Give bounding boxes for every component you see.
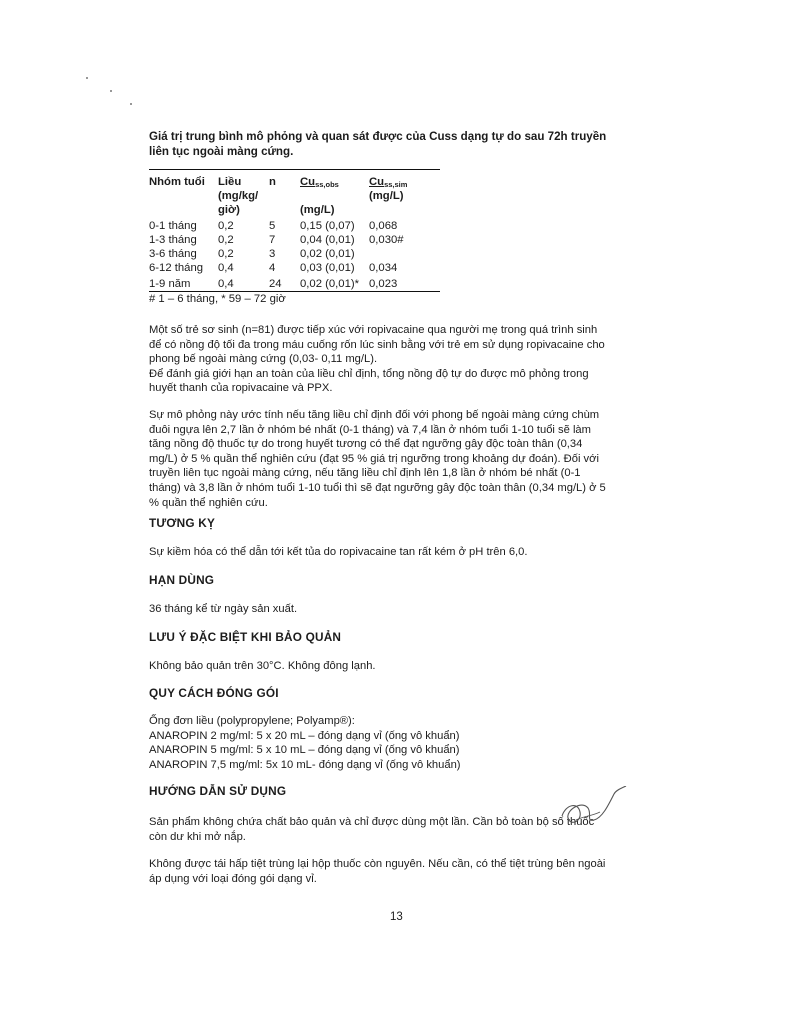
row-n: 5 xyxy=(269,220,276,232)
table-top-rule xyxy=(149,169,440,170)
header-dose-unit: (mg/kg/ xyxy=(218,190,259,202)
text-instructions-2 xyxy=(149,857,669,886)
row-dose: 0,2 xyxy=(218,248,234,260)
text-line: Ống đơn liều (polypropylene; Polyamp®): xyxy=(149,715,355,727)
header-cuss-obs: $Cu_{ss,obs}$ xyxy=(300,176,339,189)
text-line: ANAROPIN 2 mg/ml: 5 x 20 mL – đóng dạng vỉ (ống vô khuẩn) xyxy=(149,729,460,742)
text-shelf-life: 36 tháng kể từ ngày sản xuất. xyxy=(149,603,298,615)
text-line: Không được tái hấp tiệt trùng lại hộp thuốc còn nguyên. Nếu cần, có thể tiệt trùng bên ngoài xyxy=(149,858,606,870)
text-line: Để đánh giá giới hạn an toàn của liều chỉ định, tổng nồng độ tự do được mô phỏng trong xyxy=(149,367,589,380)
scan-speck xyxy=(110,90,112,92)
text-line: còn dư khi mở nắp. xyxy=(149,830,246,843)
table-title-line: liên tục ngoài màng cứng. xyxy=(149,145,294,158)
text-line: truyền liên tục ngoài màng cứng, nếu tăng liều chỉ định lên 1,8 lần ở nhóm bé nhất (0-1 xyxy=(149,467,581,480)
heading-instructions: HƯỚNG DẪN SỬ DỤNG xyxy=(149,784,287,798)
row-n: 4 xyxy=(269,262,276,274)
row-cuss-obs: 0,15 (0,07) xyxy=(300,220,355,232)
text-line: Một số trẻ sơ sinh (n=81) được tiếp xúc với ropivacaine qua người mẹ trong quá trình sinh xyxy=(149,324,598,336)
heading-storage: LƯU Ý ĐẶC BIỆT KHI BẢO QUẢN xyxy=(149,630,342,644)
text-line: huyết thanh của ropivacaine và PPX. xyxy=(149,382,333,395)
paragraph-infants xyxy=(149,323,669,396)
row-n: 7 xyxy=(269,234,276,246)
scan-speck xyxy=(86,77,88,79)
row-cuss-obs: 0,02 (0,01) xyxy=(300,248,355,260)
row-cuss-sim: 0,023 xyxy=(369,278,398,290)
text-line: tháng) và 3,8 lần ở nhóm tuổi 1-10 tuổi thì sẽ đạt ngưỡng gây độc toàn thân (0,34 mg/L) ở 5 xyxy=(149,481,606,494)
row-dose: 0,2 xyxy=(218,234,234,246)
scan-speck xyxy=(130,103,132,105)
page-number: 13 xyxy=(390,911,403,923)
table-title-line: Giá trị trung bình mô phỏng và quan sát được của Cuss dạng tự do sau 72h truyền xyxy=(149,130,607,143)
row-group: 3-6 tháng xyxy=(149,248,197,260)
header-cuss-sim-unit: (mg/L) xyxy=(369,190,404,202)
row-group: 1-9 năm xyxy=(149,278,191,290)
text-storage: Không bảo quản trên 30°C. Không đông lạnh. xyxy=(149,660,376,672)
table-title xyxy=(149,129,669,159)
text-line: tăng nồng độ thuốc tự do trong huyết tương có thể đạt ngưỡng gây độc toàn thân (0,34 xyxy=(149,438,583,451)
text-line: đuôi ngựa lên 2,7 lần ở nhóm bé nhất (0-1 tháng) và 7,4 lần ở nhóm tuổi 1-10 tuổi sẽ làm xyxy=(149,423,591,436)
heading-incompatibilities: TƯƠNG KỴ xyxy=(149,516,216,530)
paragraph-simulation xyxy=(149,408,669,510)
header-group: Nhóm tuổi xyxy=(149,176,205,188)
header-cuss-obs-unit: (mg/L) xyxy=(300,204,335,216)
text-line: ANAROPIN 7,5 mg/ml: 5x 10 mL- đóng dạng vỉ (ống vô khuẩn) xyxy=(149,758,461,771)
row-cuss-obs: 0,03 (0,01) xyxy=(300,262,355,274)
text-line: Sản phẩm không chứa chất bảo quản và chỉ được dùng một lần. Cần bỏ toàn bộ số thuốc xyxy=(149,816,595,828)
text-line: Sự mô phỏng này ước tính nếu tăng liều chỉ định đối với phong bế ngoài màng cứng chùm xyxy=(149,409,600,421)
row-n: 3 xyxy=(269,248,276,260)
text-line: % quần thể nghiên cứu. xyxy=(149,496,268,509)
table-footnote: # 1 – 6 tháng, * 59 – 72 giờ xyxy=(149,293,286,305)
heading-shelf-life: HẠN DÙNG xyxy=(149,573,215,587)
row-cuss-obs: 0,04 (0,01) xyxy=(300,234,355,246)
text-line: mg/L) ở 5 % quần thể nghiên cứu (đạt 95 % giá trị ngưỡng trong khoảng dự đoán). Đối với xyxy=(149,452,599,465)
text-line: để có nồng độ tối đa trong máu cuống rốn lúc sinh bằng với trẻ em sử dụng ropivacaine cho xyxy=(149,338,605,351)
header-cuss-sim: $Cu_{ss,sim}$ xyxy=(369,176,408,189)
row-cuss-sim: 0,068 xyxy=(369,220,398,232)
text-line: phong bế ngoài màng cứng (0,03- 0,11 mg/L). xyxy=(149,353,378,366)
row-group: 6-12 tháng xyxy=(149,262,204,274)
row-cuss-obs: 0,02 (0,01)* xyxy=(300,278,360,290)
row-dose: 0,2 xyxy=(218,220,234,232)
signature-mark xyxy=(556,786,636,836)
row-dose: 0,4 xyxy=(218,278,234,290)
row-cuss-sim: 0,030# xyxy=(369,234,404,246)
text-packaging xyxy=(149,714,669,772)
header-dose-unit-2: giờ) xyxy=(218,204,240,216)
heading-packaging: QUY CÁCH ĐÓNG GÓI xyxy=(149,686,279,700)
row-n: 24 xyxy=(269,278,282,290)
text-incompatibilities: Sự kiềm hóa có thể dẫn tới kết tủa do ropivacaine tan rất kém ở pH trên 6,0. xyxy=(149,546,528,558)
row-group: 1-3 tháng xyxy=(149,234,197,246)
header-n: n xyxy=(269,176,276,188)
table-bottom-rule xyxy=(149,291,440,292)
text-line: ANAROPIN 5 mg/ml: 5 x 10 mL – đóng dạng vỉ (ống vô khuẩn) xyxy=(149,744,460,757)
text-line: áp dụng với loại đóng gói dạng vỉ. xyxy=(149,872,317,885)
row-cuss-sim: 0,034 xyxy=(369,262,398,274)
header-dose: Liều xyxy=(218,176,242,188)
row-group: 0-1 tháng xyxy=(149,220,197,232)
row-dose: 0,4 xyxy=(218,262,234,274)
